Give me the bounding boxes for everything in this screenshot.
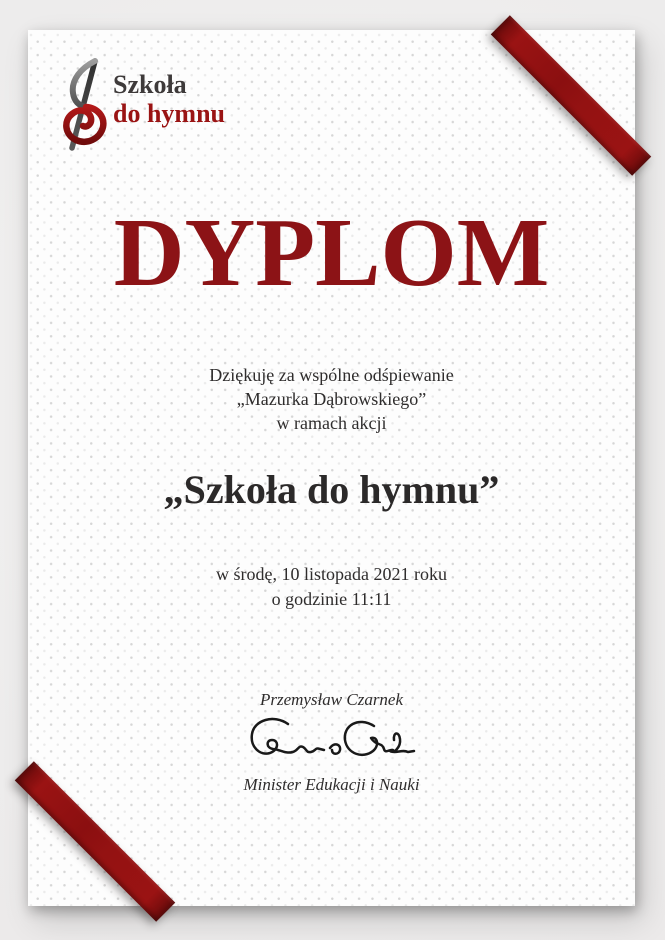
intro-line-2: „Mazurka Dąbrowskiego” — [236, 389, 427, 409]
campaign-name: „Szkoła do hymnu” — [163, 467, 500, 512]
intro-line-1: Dziękuję za wspólne odśpiewanie — [209, 365, 454, 385]
date-line-1: w środę, 10 listopada 2021 roku — [216, 564, 447, 584]
signer-name: Przemysław Czarnek — [259, 690, 404, 709]
signer-title: Minister Edukacji i Nauki — [243, 775, 420, 794]
logo-text — [113, 70, 225, 128]
logo — [55, 58, 225, 154]
logo-text-line2: do hymnu — [113, 99, 225, 128]
intro-line-3: w ramach akcji — [276, 413, 387, 433]
signature-scribble-icon — [244, 714, 419, 772]
date-line-2: o godzinie 11:11 — [271, 589, 392, 609]
date-paragraph — [28, 562, 635, 612]
treble-clef-icon — [55, 58, 109, 154]
diploma-title: DYPLOM — [113, 199, 550, 307]
certificate-page — [28, 30, 635, 906]
logo-text-line1: Szkoła — [113, 70, 187, 99]
intro-paragraph — [28, 363, 635, 435]
